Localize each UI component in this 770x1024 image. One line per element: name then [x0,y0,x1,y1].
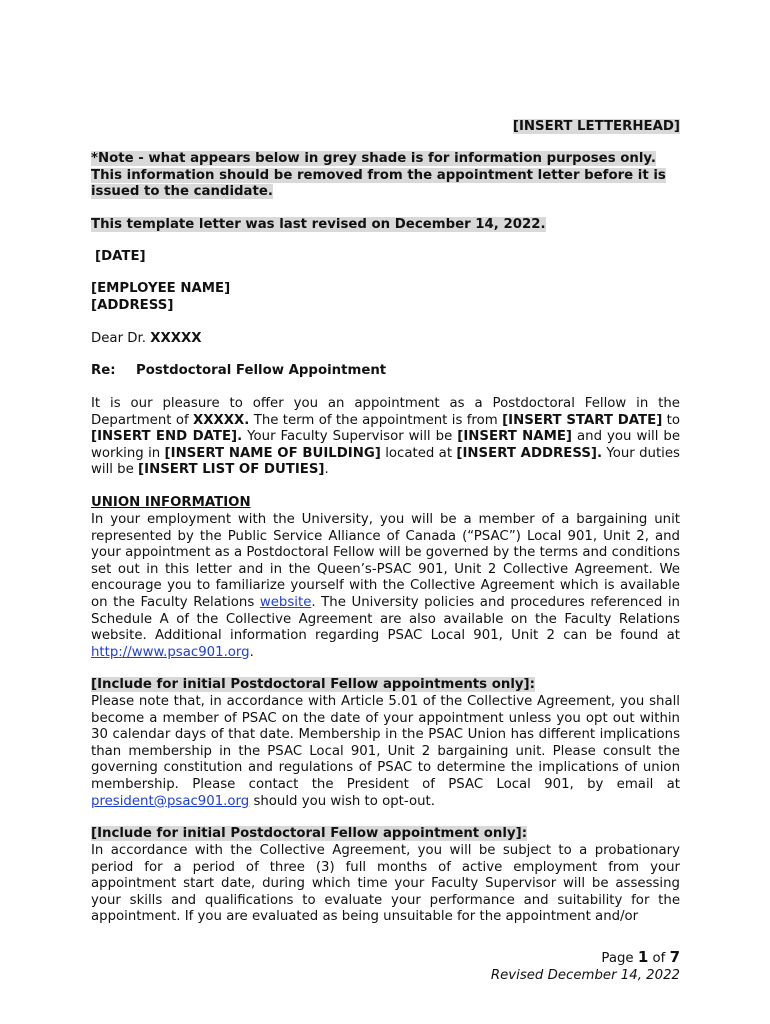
page-of-label: of [648,951,670,966]
letterhead-placeholder: [INSERT LETTERHEAD] [512,119,680,134]
salutation-name: XXXXX [150,331,202,346]
membership-text: should you wish to opt-out. [249,793,435,809]
membership-text: Please note that, in accordance with Article 5.01 of the Collective Agreement, you shall become a member of PSAC on the date of your appointment unless you opt out within 30 calendar days of that date. Membership in the PSAC Union has different implications than membership in the PSAC Local 901, Unit 2 bargaining unit. Please consult the governing constitution and regulations of PSAC to determine the implications of union membership. Please contact the President of PSAC Local 901, by email at [91,694,680,792]
page-label: Page [601,951,638,966]
note-paragraph [91,151,680,201]
probation-text: In accordance with the Collective Agreement, you will be subject to a probationary period for a period of three (3) full months of active employment from your appointment start date, during which time your Faculty Supervisor will be assessing your skills and qualifications to evaluate your performance and suitability for the appointment. If you are evaluated as being unsuitable for the appointment and/or [91,843,680,925]
section2-heading: [Include for initial Postdoctoral Fellow appointments only]: [91,677,535,692]
section2-heading-line [91,677,680,694]
faculty-relations-link[interactable]: website [259,594,312,610]
building-placeholder: [INSERT NAME OF BUILDING] [164,445,381,461]
employee-name-placeholder: [EMPLOYEE NAME] [91,281,231,296]
salutation [91,331,680,348]
section3-heading-line [91,826,680,843]
footer-revised: Revised December 14, 2022 [490,968,680,983]
salutation-prefix: Dear Dr. [91,331,151,346]
p1-text: located at [380,445,457,461]
duties-placeholder: [INSERT LIST OF DUTIES] [138,462,325,478]
section3-heading: [Include for initial Postdoctoral Fellow appointment only]: [91,826,528,841]
page-total: 7 [669,948,680,966]
p1-text: to [662,412,680,428]
address-placeholder-inline: [INSERT ADDRESS]. [456,445,603,461]
end-date-placeholder: [INSERT END DATE]. [91,429,243,445]
subject-line [91,363,680,380]
union-paragraph [91,512,680,661]
president-email-link[interactable]: president@psac901.org [91,793,250,809]
membership-paragraph [91,694,680,810]
note-text: *Note - what appears below in grey shade is for information purposes only. This information should be removed from the appointment letter before it is issued to the candidate. [91,151,666,200]
p1-text: The term of the appointment is from [249,412,503,428]
page-number-line [91,949,680,967]
department-placeholder: XXXXX. [193,412,250,428]
union-text: . The University policies and procedures referenced in Schedule A of the Collective Agreement are also available on the Faculty Relations website. Additional information regarding PSAC Local 901, Unit 2 can be found at [91,594,680,644]
address-placeholder: [ADDRESS] [91,298,174,313]
supervisor-placeholder: [INSERT NAME] [457,429,572,445]
start-date-placeholder: [INSERT START DATE] [502,412,663,428]
re-subject: Postdoctoral Fellow Appointment [136,363,387,378]
revised-notice-line [91,217,680,234]
letterhead-line [91,119,680,136]
p1-text: and you will be working in [91,429,681,461]
document-page [91,0,680,1024]
date-placeholder: [DATE] [95,249,146,264]
union-text: . [249,644,254,660]
union-heading: UNION INFORMATION [91,495,251,510]
p1-text: . [324,462,329,478]
page-number: 1 [637,948,649,966]
p1-text: Your duties will be [91,445,680,478]
re-label: Re: [91,363,116,378]
p1-text: Your Faculty Supervisor will be [242,429,458,445]
union-text: In your employment with the University, you will be a member of a bargaining unit represented by the Public Service Alliance of Canada (“PSAC”) Local 901, Unit 2, and your appointment as a Postdoctoral Fellow will be governed by the terms and conditions set out in this letter and in the Queen’s-PSAC 901, Unit 2 Collective Agreement. We encourage you to familiarize yourself with the Collective Agreement which is available on the Faculty Relations [91,512,680,610]
offer-paragraph [91,396,680,479]
psac-website-link[interactable]: http://www.psac901.org [91,644,250,660]
p1-text: It is our pleasure to offer you an appointment as a Postdoctoral Fellow in the Department of [91,396,680,428]
probation-paragraph [91,843,680,926]
revised-notice: This template letter was last revised on December 14, 2022. [91,217,546,232]
